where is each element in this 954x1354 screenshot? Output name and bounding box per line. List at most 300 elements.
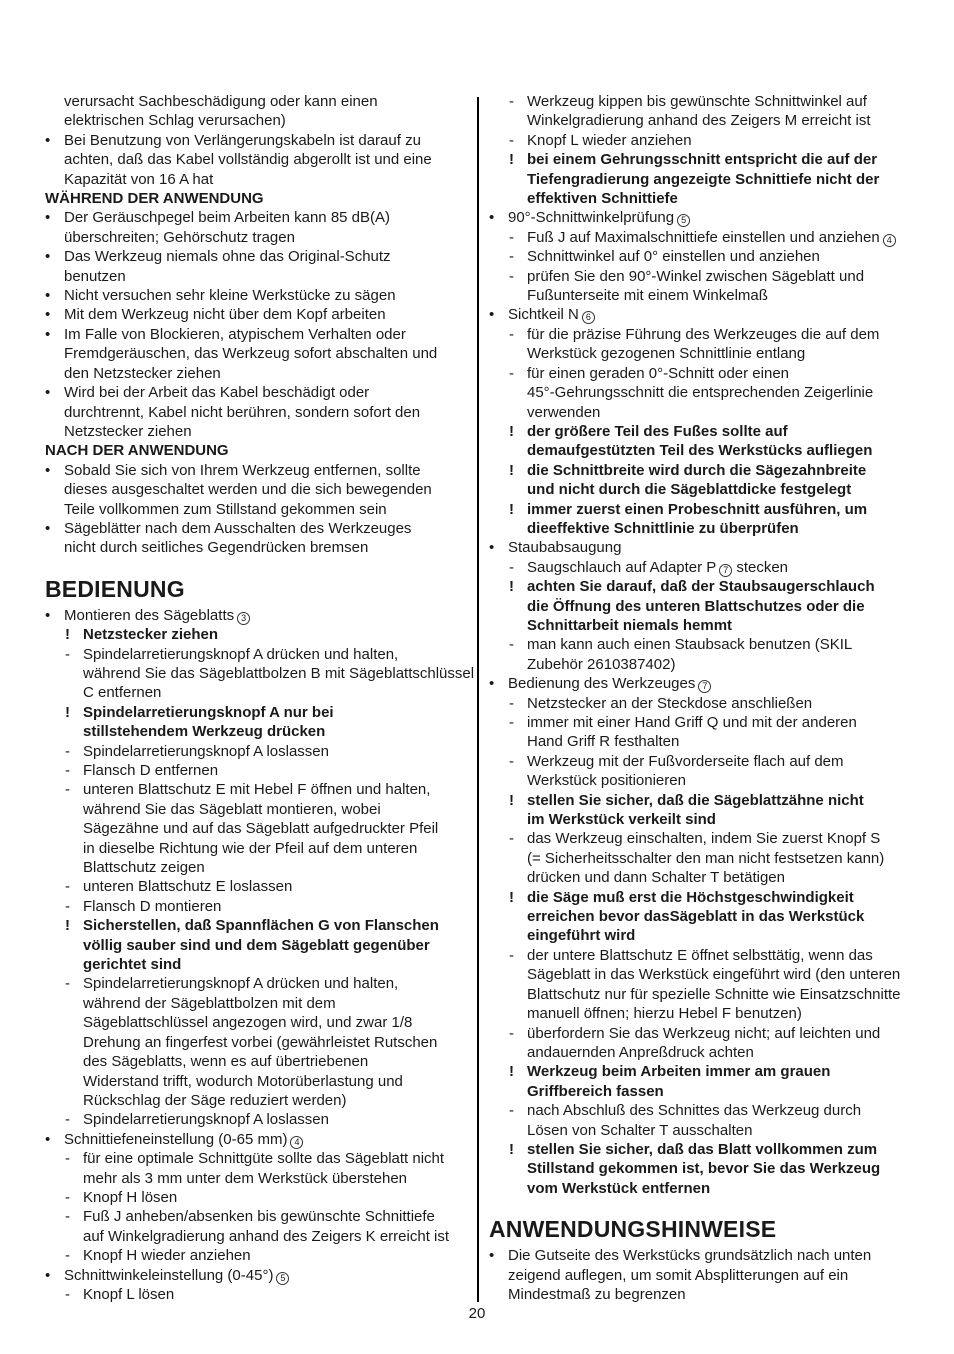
exclamation-marker: ! xyxy=(509,888,514,906)
bold-text-line xyxy=(489,1159,914,1178)
dash-marker: - xyxy=(509,694,514,712)
warning-item xyxy=(489,1140,914,1159)
bullet-item xyxy=(45,461,470,480)
right-column xyxy=(489,92,914,1304)
line-text: während Sie das Sägeblatt montieren, wobei xyxy=(83,800,381,818)
dash-item xyxy=(489,1024,914,1043)
dash-marker: - xyxy=(509,131,514,149)
dash-marker: - xyxy=(509,830,514,848)
column-divider xyxy=(477,97,479,1302)
line-text: Widerstand trifft, wodurch Motorüberlastung und xyxy=(83,1072,403,1090)
line-text: drücken und dann Schalter T betätigen xyxy=(527,869,785,887)
line-text: 45°-Gehrungsschnitt die entsprechenden Zeigerlinie xyxy=(527,384,874,402)
line-text: die Öffnung des unteren Blattschutzes oder die xyxy=(527,597,865,615)
line-text: Griffbereich fassen xyxy=(527,1082,664,1100)
line-text: Sichtkeil N xyxy=(508,306,579,324)
line-text: der untere Blattschutz E öffnet selbsttätig, wenn das xyxy=(527,946,873,964)
line-text: für einen geraden 0°-Schnitt oder einen xyxy=(527,364,790,382)
text-line xyxy=(45,170,470,189)
line-text: nicht durch seitliches Gegendrücken bremsen xyxy=(64,539,369,557)
line-text-after: stecken xyxy=(736,558,789,576)
line-text: gerichtet sind xyxy=(83,956,182,974)
line-text: Netzstecker an der Steckdose anschließen xyxy=(527,694,813,712)
bold-text-line xyxy=(489,597,914,616)
warning-item xyxy=(489,888,914,907)
figure-reference: 5 xyxy=(276,1272,289,1285)
line-text: Werkstück positionieren xyxy=(527,772,686,790)
bullet-item xyxy=(489,305,914,324)
dash-item xyxy=(489,364,914,383)
text-line xyxy=(489,1004,914,1023)
exclamation-marker: ! xyxy=(65,917,70,935)
figure-reference: 5 xyxy=(677,214,690,227)
bold-text-line xyxy=(489,1179,914,1198)
line-text: Werkstück gezogenen Schnittlinie entlang xyxy=(527,345,806,363)
text-line xyxy=(489,1285,914,1304)
text-line xyxy=(45,344,470,363)
bold-text-line xyxy=(489,189,914,208)
line-text: erreichen bevor dasSägeblatt in das Werkstück xyxy=(527,908,865,926)
line-text: Bei Benutzung von Verlängerungskabeln ist darauf zu xyxy=(64,131,421,149)
exclamation-marker: ! xyxy=(509,151,514,169)
dash-marker: - xyxy=(65,762,70,779)
bold-text-line xyxy=(489,519,914,538)
bold-text-line xyxy=(489,170,914,189)
figure-reference: 4 xyxy=(290,1136,303,1149)
dash-item xyxy=(45,1149,470,1168)
line-text: Knopf L lösen xyxy=(83,1285,175,1303)
line-text: Mindestmaß zu begrenzen xyxy=(508,1285,686,1303)
line-text: dieses ausgeschaltet werden und die sich bewegenden xyxy=(64,481,432,499)
line-text: nach Abschluß des Schnittes das Werkzeug durch xyxy=(527,1102,862,1120)
dash-marker: - xyxy=(65,1208,70,1226)
line-text: Sägeblätter nach dem Ausschalten des Werkzeuges xyxy=(64,519,412,537)
line-text: Rückschlag der Säge reduziert werden) xyxy=(83,1091,347,1109)
line-text: mehr als 3 mm unter dem Werkstück überstehen xyxy=(83,1169,408,1187)
text-line xyxy=(45,500,470,519)
line-text: Blattschutz nur für spezielle Schnitte wie Einsatzschnitte xyxy=(527,985,901,1003)
text-line xyxy=(45,800,470,819)
line-text: Montieren des Sägeblatts xyxy=(64,606,235,624)
line-text: des Sägeblatts, wenn es auf übertriebenen xyxy=(83,1053,369,1071)
text-line xyxy=(489,111,914,130)
warning-item xyxy=(45,703,470,722)
line-text: verwenden xyxy=(527,403,601,421)
line-text: für die präzise Führung des Werkzeuges die auf dem xyxy=(527,325,880,343)
line-text: prüfen Sie den 90°-Winkel zwischen Sägeblatt und xyxy=(527,267,865,285)
section-heading: ANWENDUNGSHINWEISE xyxy=(489,1216,777,1243)
bullet-marker: • xyxy=(489,209,495,227)
line-text: Fremdgeräuschen, das Werkzeug sofort abschalten und xyxy=(64,345,438,363)
line-text: Blattschutz zeigen xyxy=(83,859,205,877)
text-line xyxy=(489,344,914,363)
dash-item xyxy=(489,92,914,111)
bullet-item xyxy=(45,606,470,625)
line-text: Fuß J anheben/absenken bis gewünschte Schnittiefe xyxy=(83,1208,435,1226)
line-text: der größere Teil des Fußes sollte auf xyxy=(527,422,788,440)
dash-item xyxy=(489,752,914,771)
warning-item xyxy=(45,916,470,935)
line-text: benutzen xyxy=(64,267,126,285)
line-text: Fuß J auf Maximalschnittiefe einstellen und anziehen xyxy=(527,228,880,246)
dash-item xyxy=(45,897,470,916)
line-text: das Werkzeug einschalten, indem Sie zuerst Knopf S xyxy=(527,830,881,848)
dash-marker: - xyxy=(509,93,514,110)
line-text: Hand Griff R festhalten xyxy=(527,733,680,751)
line-text: achten Sie darauf, daß der Staubsaugerschlauch xyxy=(527,578,875,596)
dash-marker: - xyxy=(509,714,514,731)
line-text: Schnittwinkeleinstellung (0-45°) xyxy=(64,1266,274,1284)
text-line xyxy=(45,267,470,286)
line-text: C entfernen xyxy=(83,684,162,702)
dash-item xyxy=(489,694,914,713)
bullet-item xyxy=(45,208,470,227)
line-text: Der Geräuschpegel beim Arbeiten kann 85 dB(A) xyxy=(64,209,391,227)
dash-marker: - xyxy=(65,975,70,993)
exclamation-marker: ! xyxy=(509,1063,514,1081)
dash-item xyxy=(45,877,470,896)
page-number: 20 xyxy=(468,1305,486,1322)
dash-item xyxy=(489,558,914,577)
line-text: Nicht versuchen sehr kleine Werkstücke zu sägen xyxy=(64,287,396,305)
bullet-marker: • xyxy=(489,306,495,324)
line-text: dieeffektive Schnittlinie zu überprüfen xyxy=(527,519,799,537)
dash-item xyxy=(45,645,470,664)
left-column xyxy=(45,92,475,1304)
text-line xyxy=(45,150,470,169)
line-text: achten, daß das Kabel vollständig abgerollt ist und eine xyxy=(64,151,432,169)
dash-marker: - xyxy=(65,1188,70,1206)
bullet-marker: • xyxy=(45,209,51,227)
bullet-marker: • xyxy=(45,1130,51,1148)
line-text: Spindelarretierungsknopf A drücken und halten, xyxy=(83,975,399,993)
text-line xyxy=(489,849,914,868)
line-text: andauernden Anpreßdruck achten xyxy=(527,1043,754,1061)
line-text: Sägeblattschlüssel angezogen wird, und zwar 1/8 xyxy=(83,1014,413,1032)
warning-item xyxy=(489,461,914,480)
dash-item xyxy=(489,228,914,247)
text-line xyxy=(489,286,914,305)
line-text: Drehung an fingerfest vorbei (gewährleistet Rutschen xyxy=(83,1033,438,1051)
line-text: NACH DER ANWENDUNG xyxy=(45,442,229,460)
bullet-marker: • xyxy=(45,131,51,149)
text-line xyxy=(45,1072,470,1091)
warning-item xyxy=(489,791,914,810)
bullet-marker: • xyxy=(45,248,51,266)
line-text: Bedienung des Werkzeuges xyxy=(508,675,696,693)
text-line xyxy=(45,1052,470,1071)
text-line xyxy=(45,422,470,441)
text-line xyxy=(45,1091,470,1110)
bullet-marker: • xyxy=(489,539,495,557)
bold-text-line xyxy=(489,616,914,635)
text-line xyxy=(489,732,914,751)
dash-marker: - xyxy=(65,1150,70,1168)
text-line xyxy=(45,994,470,1013)
line-text: verursacht Sachbeschädigung oder kann einen xyxy=(64,93,378,110)
dash-item xyxy=(489,635,914,654)
dash-marker: - xyxy=(509,325,514,343)
line-text: stillstehendem Werkzeug drücken xyxy=(83,723,326,741)
text-line xyxy=(45,228,470,247)
dash-item xyxy=(45,1110,470,1129)
line-text: Werkzeug beim Arbeiten immer am grauen xyxy=(527,1063,831,1081)
bullet-item xyxy=(45,247,470,266)
line-text: Spindelarretierungsknopf A drücken und halten, xyxy=(83,645,399,663)
line-text: Schnittiefeneinstellung (0-65 mm) xyxy=(64,1130,288,1148)
bullet-item xyxy=(45,1266,470,1285)
line-text: Kapazität von 16 A hat xyxy=(64,170,214,188)
line-text: Sägeblatt in das Werkstück eingeführt wird (den unteren xyxy=(527,966,901,984)
dash-item xyxy=(489,325,914,344)
bullet-marker: • xyxy=(45,325,51,343)
line-text: Lösen von Schalter T ausschalten xyxy=(527,1121,753,1139)
line-text: Saugschlauch auf Adapter P xyxy=(527,558,717,576)
line-text: immer zuerst einen Probeschnitt ausführen, um xyxy=(527,500,868,518)
text-line xyxy=(489,403,914,422)
bold-text-line xyxy=(45,441,470,460)
warning-item xyxy=(489,500,914,519)
bullet-marker: • xyxy=(45,306,51,324)
bold-text-line xyxy=(489,1082,914,1101)
text-line xyxy=(45,364,470,383)
exclamation-marker: ! xyxy=(509,461,514,479)
bullet-item xyxy=(45,383,470,402)
warning-item xyxy=(489,1062,914,1081)
line-text: Knopf L wieder anziehen xyxy=(527,131,692,149)
line-text: die Schnittbreite wird durch die Sägezahnbreite xyxy=(527,461,867,479)
line-text: Flansch D montieren xyxy=(83,897,222,915)
line-text: Spindelarretierungsknopf A loslassen xyxy=(83,742,329,760)
line-text: WÄHREND DER ANWENDUNG xyxy=(45,190,264,208)
line-text: Staubabsaugung xyxy=(508,539,622,557)
line-text: in dieselbe Richtung wie der Pfeil auf dem unteren xyxy=(83,839,418,857)
text-line xyxy=(489,965,914,984)
text-line xyxy=(489,1121,914,1140)
line-text: Werkzeug mit der Fußvorderseite flach auf dem xyxy=(527,752,844,770)
text-line xyxy=(45,839,470,858)
dash-marker: - xyxy=(509,248,514,266)
line-text: immer mit einer Hand Griff Q und mit der anderen xyxy=(527,714,857,731)
line-text: man kann auch einen Staubsack benutzen (SKIL xyxy=(527,636,853,654)
text-line xyxy=(45,111,470,130)
text-line xyxy=(489,655,914,674)
text-line xyxy=(489,383,914,402)
dash-item xyxy=(45,1246,470,1265)
text-line xyxy=(45,92,470,111)
line-text: den Netzstecker ziehen xyxy=(64,364,221,382)
line-text: elektrischen Schlag verursachen) xyxy=(64,112,286,130)
line-text: Flansch D entfernen xyxy=(83,762,219,779)
line-text: Winkelgradierung anhand des Zeigers M erreicht ist xyxy=(527,112,871,130)
line-text: im Werkstück verkeilt sind xyxy=(527,811,716,829)
exclamation-marker: ! xyxy=(509,422,514,440)
line-text: Mit dem Werkzeug nicht über dem Kopf arbeiten xyxy=(64,306,386,324)
line-text: Spindelarretierungsknopf A loslassen xyxy=(83,1111,329,1129)
bullet-marker: • xyxy=(45,1266,51,1284)
line-text: Im Falle von Blockieren, atypischem Verhalten oder xyxy=(64,325,406,343)
dash-item xyxy=(489,1101,914,1120)
text-line xyxy=(45,403,470,422)
text-line xyxy=(45,480,470,499)
exclamation-marker: ! xyxy=(65,703,70,721)
exclamation-marker: ! xyxy=(509,1140,514,1158)
line-text: Netzstecker ziehen xyxy=(83,626,219,644)
bold-text-line xyxy=(489,480,914,499)
text-line xyxy=(45,819,470,838)
dash-item xyxy=(45,742,470,761)
warning-item xyxy=(45,625,470,644)
bold-text-line xyxy=(45,722,470,741)
dash-marker: - xyxy=(65,742,70,760)
line-text: auf Winkelgradierung anhand des Zeigers K erreicht ist xyxy=(83,1227,450,1245)
line-text: Zubehör 2610387402) xyxy=(527,655,676,673)
line-text: demaufgestützten Teil des Werkstücks aufliegen xyxy=(527,442,873,460)
dash-item xyxy=(45,761,470,780)
dash-marker: - xyxy=(509,946,514,964)
dash-item xyxy=(489,946,914,965)
dash-marker: - xyxy=(65,645,70,663)
bullet-marker: • xyxy=(45,519,51,537)
line-text: Knopf H lösen xyxy=(83,1188,178,1206)
dash-item xyxy=(45,1285,470,1304)
line-text: während Sie das Sägeblattbolzen B mit Sägeblattschlüssel xyxy=(83,664,475,682)
bullet-marker: • xyxy=(45,606,51,624)
bold-text-line xyxy=(45,936,470,955)
line-text: Knopf H wieder anziehen xyxy=(83,1247,251,1265)
line-text: durchtrennt, Kabel nicht berühren, sondern sofort den xyxy=(64,403,421,421)
dash-item xyxy=(489,247,914,266)
line-text: die Säge muß erst die Höchstgeschwindigkeit xyxy=(527,888,854,906)
line-text: und nicht durch die Sägeblattdicke festgelegt xyxy=(527,481,852,499)
line-text: Sägezähne und auf das Sägeblatt aufgedruckter Pfeil xyxy=(83,820,439,838)
line-text: für eine optimale Schnittgüte sollte das Sägeblatt nicht xyxy=(83,1150,445,1168)
figure-reference: 7 xyxy=(719,564,732,577)
figure-reference: 6 xyxy=(582,311,595,324)
line-text: Sobald Sie sich von Ihrem Werkzeug entfernen, sollte xyxy=(64,461,421,479)
line-text: stellen Sie sicher, daß das Blatt vollkommen zum xyxy=(527,1140,878,1158)
bullet-item xyxy=(45,286,470,305)
text-line xyxy=(489,771,914,790)
dash-marker: - xyxy=(65,781,70,799)
bullet-marker: • xyxy=(45,461,51,479)
line-text: vom Werkstück entfernen xyxy=(527,1179,711,1197)
bullet-item xyxy=(45,1130,470,1149)
text-line xyxy=(489,1043,914,1062)
warning-item xyxy=(489,577,914,596)
line-text: unteren Blattschutz E mit Hebel F öffnen und halten, xyxy=(83,781,431,799)
line-text: Spindelarretierungsknopf A nur bei xyxy=(83,703,334,721)
line-text: stellen Sie sicher, daß die Sägeblattzähne nicht xyxy=(527,791,864,809)
bullet-marker: • xyxy=(489,1247,495,1265)
line-text: Teile vollkommen zum Stillstand gekommen sein xyxy=(64,500,387,518)
dash-item xyxy=(45,1207,470,1226)
dash-marker: - xyxy=(509,267,514,285)
bullet-item xyxy=(489,1246,914,1265)
exclamation-marker: ! xyxy=(509,500,514,518)
bold-text-line xyxy=(489,810,914,829)
dash-marker: - xyxy=(509,1024,514,1042)
bullet-item xyxy=(45,519,470,538)
bold-text-line xyxy=(45,955,470,974)
bullet-marker: • xyxy=(45,384,51,402)
line-text: Tiefengradierung angezeigte Schnittiefe nicht der xyxy=(527,170,880,188)
exclamation-marker: ! xyxy=(509,578,514,596)
dash-item xyxy=(45,1188,470,1207)
line-text: Die Gutseite des Werkstücks grundsätzlich nach unten xyxy=(508,1247,872,1265)
dash-item xyxy=(45,780,470,799)
line-text: 90°-Schnittwinkelprüfung xyxy=(508,209,675,227)
text-line xyxy=(489,1266,914,1285)
bullet-item xyxy=(489,538,914,557)
dash-marker: - xyxy=(65,1285,70,1303)
line-text: eingeführt wird xyxy=(527,927,636,945)
line-text: Das Werkzeug niemals ohne das Original-Schutz xyxy=(64,248,391,266)
exclamation-marker: ! xyxy=(65,626,70,644)
dash-marker: - xyxy=(65,1111,70,1129)
line-text: Sicherstellen, daß Spannflächen G von Flanschen xyxy=(83,917,439,935)
line-text: Schnittarbeit niemals hemmt xyxy=(527,616,733,634)
figure-reference: 7 xyxy=(698,680,711,693)
dash-item xyxy=(489,713,914,732)
figure-reference: 3 xyxy=(237,612,250,625)
bullet-marker: • xyxy=(45,287,51,305)
text-line xyxy=(489,985,914,1004)
line-text: Schnittwinkel auf 0° einstellen und anziehen xyxy=(527,248,820,266)
line-text: Stillstand gekommen ist, bevor Sie das Werkzeug xyxy=(527,1160,881,1178)
figure-reference: 4 xyxy=(883,234,896,247)
text-line xyxy=(45,664,475,683)
text-line xyxy=(45,1033,470,1052)
bullet-item xyxy=(45,131,470,150)
bold-text-line xyxy=(489,926,914,945)
dash-item xyxy=(489,829,914,848)
text-line xyxy=(45,1013,470,1032)
bold-text-line xyxy=(489,907,914,926)
bullet-item xyxy=(45,325,470,344)
line-text: überfordern Sie das Werkzeug nicht; auf leichten und xyxy=(527,1024,881,1042)
section-heading: BEDIENUNG xyxy=(45,575,185,602)
text-line xyxy=(45,1227,470,1246)
line-text: manuell öffnen; hierzu Hebel F benutzen) xyxy=(527,1005,802,1023)
dash-marker: - xyxy=(509,364,514,382)
dash-marker: - xyxy=(509,228,514,246)
dash-marker: - xyxy=(509,752,514,770)
bullet-item xyxy=(489,674,914,693)
text-line xyxy=(45,858,470,877)
text-line xyxy=(45,1169,470,1188)
line-text: effektiven Schnittiefe xyxy=(527,190,678,208)
text-line xyxy=(489,868,914,887)
dash-marker: - xyxy=(509,636,514,654)
text-line xyxy=(45,683,470,702)
line-text: zeigend auflegen, um somit Absplitterungen auf ein xyxy=(508,1266,849,1284)
dash-item xyxy=(45,974,470,993)
line-text: bei einem Gehrungsschnitt entspricht die auf der xyxy=(527,151,878,169)
line-text: Werkzeug kippen bis gewünschte Schnittwinkel auf xyxy=(527,93,867,110)
bullet-item xyxy=(45,305,470,324)
bold-text-line xyxy=(489,441,914,460)
line-text: während der Sägeblattbolzen mit dem xyxy=(83,994,336,1012)
line-text: (= Sicherheitsschalter den man nicht festsetzen kann) xyxy=(527,849,885,867)
line-text: Wird bei der Arbeit das Kabel beschädigt oder xyxy=(64,384,370,402)
bullet-marker: • xyxy=(489,675,495,693)
line-text: völlig sauber sind und dem Sägeblatt gegenüber xyxy=(83,936,430,954)
warning-item xyxy=(489,150,914,169)
line-text: Netzstecker ziehen xyxy=(64,422,192,440)
dash-marker: - xyxy=(65,878,70,896)
dash-marker: - xyxy=(65,897,70,915)
